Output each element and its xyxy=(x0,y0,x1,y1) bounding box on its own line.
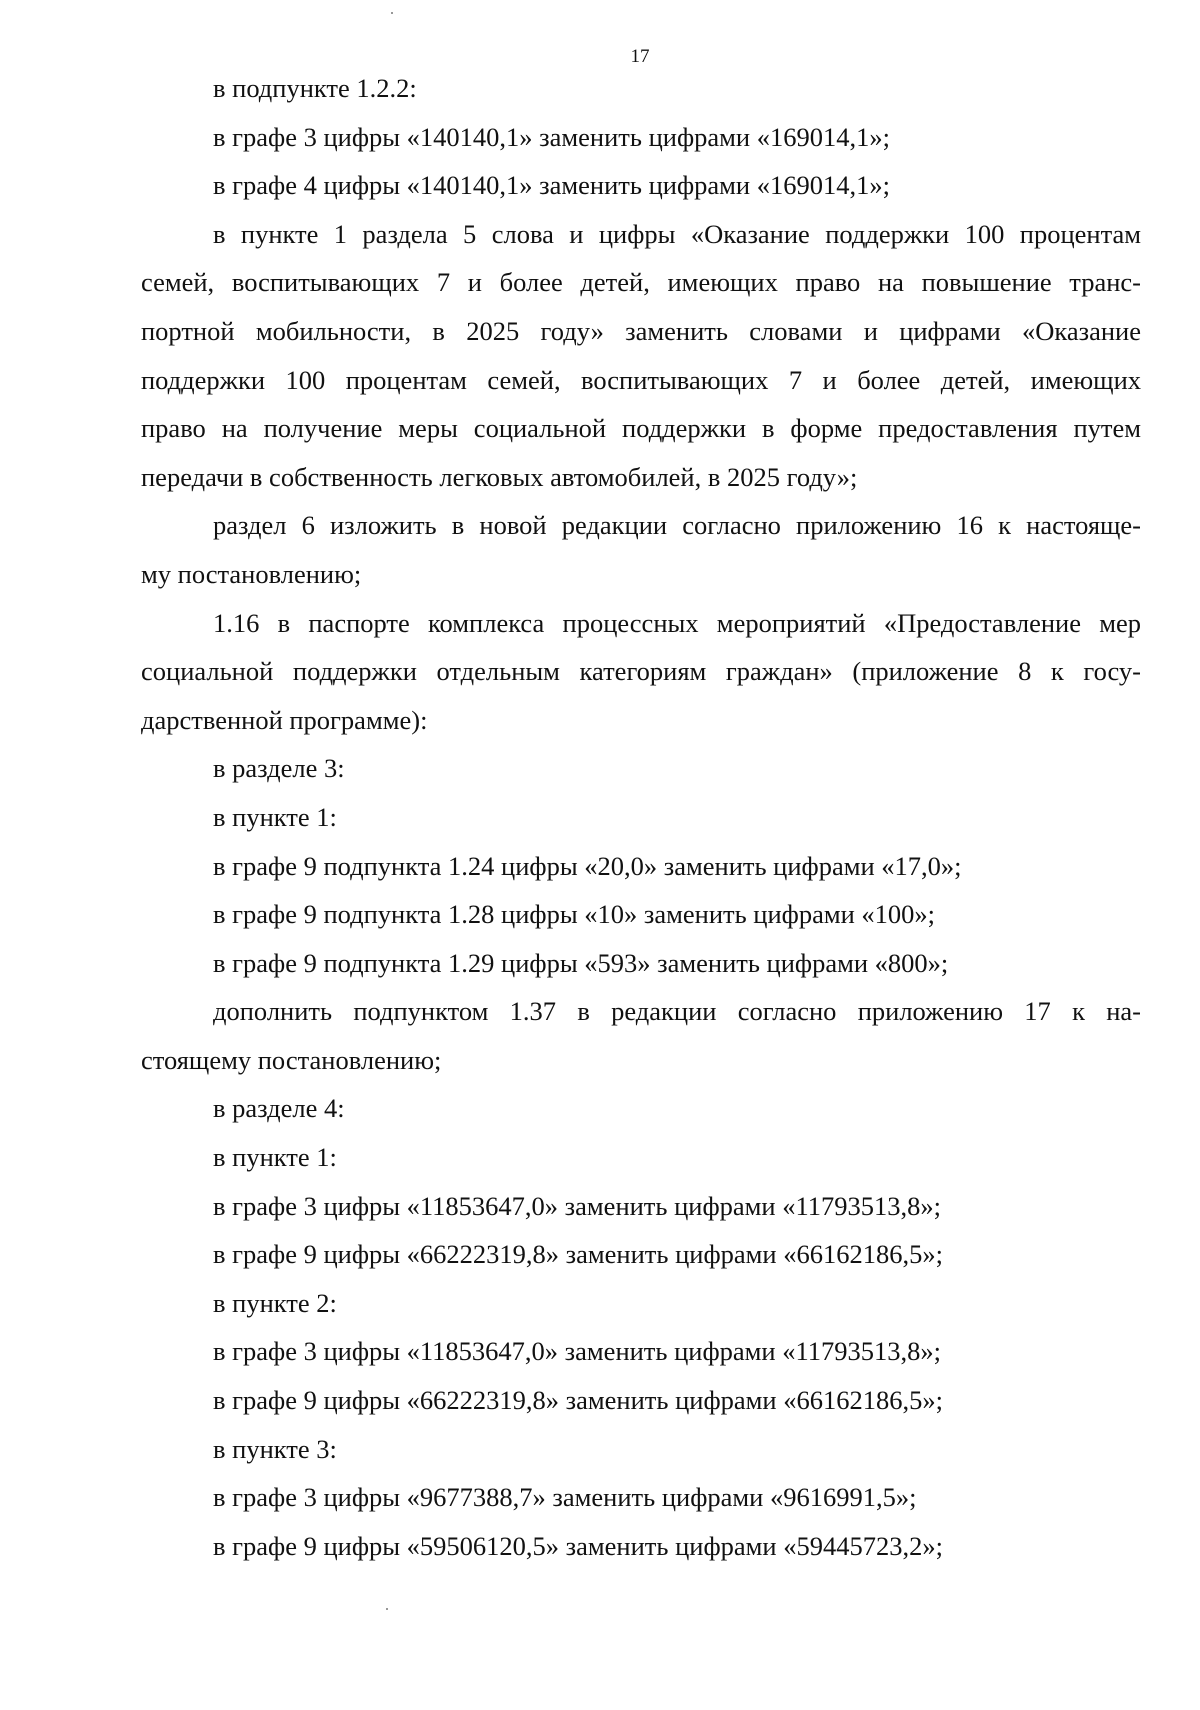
text-line: в графе 9 цифры «66222319,8» заменить цифрами «66162186,5»; xyxy=(213,1239,943,1270)
text-line: в графе 3 цифры «11853647,0» заменить цифрами «11793513,8»; xyxy=(213,1336,941,1367)
text-line: в графе 9 подпункта 1.24 цифры «20,0» заменить цифрами «17,0»; xyxy=(213,850,962,881)
text-line: в графе 3 цифры «11853647,0» заменить цифрами «11793513,8»; xyxy=(213,1190,941,1221)
page-number: 17 xyxy=(630,46,650,67)
text-line: в разделе 4: xyxy=(213,1093,345,1124)
text-line: в графе 4 цифры «140140,1» заменить цифрами «169014,1»; xyxy=(213,170,890,201)
text-line: в графе 9 цифры «59506120,5» заменить цифрами «59445723,2»; xyxy=(213,1530,943,1561)
text-line: в подпункте 1.2.2: xyxy=(213,73,417,103)
text-line: в пункте 3: xyxy=(213,1433,337,1464)
scan-speck xyxy=(386,1608,388,1610)
text-line: в графе 9 подпункта 1.29 цифры «593» заменить цифрами «800»; xyxy=(213,947,949,978)
text-line: раздел 6 изложить в новой редакции согласно приложению 16 к настояще- xyxy=(213,510,1141,541)
text-line: в графе 3 цифры «140140,1» заменить цифрами «169014,1»; xyxy=(213,121,890,152)
text-line: семей, воспитывающих 7 и более детей, имеющих право на повышение транс- xyxy=(141,267,1141,298)
text-line: в пункте 2: xyxy=(213,1287,337,1318)
text-line: в пункте 1 раздела 5 слова и цифры «Оказание поддержки 100 процентам xyxy=(213,218,1141,249)
text-line: в графе 9 подпункта 1.28 цифры «10» заменить цифрами «100»; xyxy=(213,899,936,930)
text-line: передачи в собственность легковых автомобилей, в 2025 году»; xyxy=(141,461,858,492)
text-line: поддержки 100 процентам семей, воспитывающих 7 и более детей, имеющих xyxy=(141,364,1141,395)
text-line: стоящему постановлению; xyxy=(141,1044,442,1075)
text-line: портной мобильности, в 2025 году» заменить словами и цифрами «Оказание xyxy=(141,315,1141,346)
text-line: дополнить подпунктом 1.37 в редакции согласно приложению 17 к на- xyxy=(213,996,1141,1027)
scan-speck xyxy=(391,12,393,14)
text-line: му постановлению; xyxy=(141,558,362,589)
text-line: социальной поддержки отдельным категориям граждан» (приложение 8 к госу- xyxy=(141,656,1141,687)
document-body xyxy=(141,64,1141,1570)
text-line: 1.16 в паспорте комплекса процессных мероприятий «Предоставление мер xyxy=(213,607,1141,638)
text-line: в разделе 3: xyxy=(213,753,345,784)
text-line: в пункте 1: xyxy=(213,801,337,832)
text-line: право на получение меры социальной поддержки в форме предоставления путем xyxy=(141,413,1141,444)
text-line: в графе 3 цифры «9677388,7» заменить цифрами «9616991,5»; xyxy=(213,1482,917,1513)
text-line: в пункте 1: xyxy=(213,1142,337,1173)
text-line: дарственной программе): xyxy=(141,704,428,735)
text-line: в графе 9 цифры «66222319,8» заменить цифрами «66162186,5»; xyxy=(213,1385,943,1416)
